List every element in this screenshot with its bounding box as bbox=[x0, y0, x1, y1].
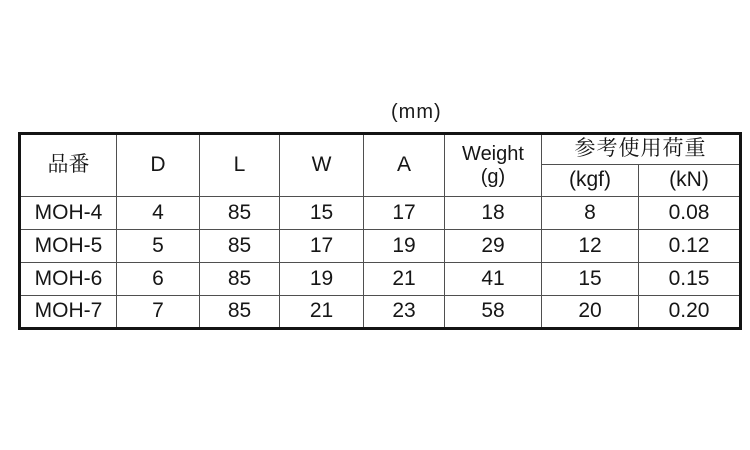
header-row-top bbox=[20, 134, 741, 165]
col-header-weight bbox=[445, 134, 542, 197]
cell-kn: 0.20 bbox=[639, 296, 741, 329]
cell-a: 19 bbox=[364, 230, 445, 263]
cell-w: 17 bbox=[280, 230, 364, 263]
cell-weight: 41 bbox=[445, 263, 542, 296]
cell-w: 15 bbox=[280, 197, 364, 230]
cell-l: 85 bbox=[200, 230, 280, 263]
col-header-w: W bbox=[280, 134, 364, 197]
cell-kgf: 20 bbox=[542, 296, 639, 329]
cell-weight: 29 bbox=[445, 230, 542, 263]
col-header-kgf: (kgf) bbox=[542, 165, 639, 197]
cell-part-no: MOH-4 bbox=[20, 197, 117, 230]
cell-d: 4 bbox=[117, 197, 200, 230]
col-header-part-no: 品番 bbox=[20, 134, 117, 197]
table-row bbox=[20, 263, 741, 296]
col-header-kn: (kN) bbox=[639, 165, 741, 197]
cell-l: 85 bbox=[200, 296, 280, 329]
cell-kgf: 12 bbox=[542, 230, 639, 263]
col-header-a: A bbox=[364, 134, 445, 197]
cell-w: 21 bbox=[280, 296, 364, 329]
cell-l: 85 bbox=[200, 197, 280, 230]
cell-kgf: 8 bbox=[542, 197, 639, 230]
col-header-l: L bbox=[200, 134, 280, 197]
spec-table bbox=[18, 132, 742, 330]
cell-weight: 18 bbox=[445, 197, 542, 230]
cell-kn: 0.12 bbox=[639, 230, 741, 263]
col-header-load-group: 参考使用荷重 bbox=[542, 134, 741, 165]
col-header-d: D bbox=[117, 134, 200, 197]
cell-kn: 0.15 bbox=[639, 263, 741, 296]
unit-label: (mm) bbox=[391, 101, 442, 123]
cell-weight: 58 bbox=[445, 296, 542, 329]
table-row bbox=[20, 296, 741, 329]
cell-l: 85 bbox=[200, 263, 280, 296]
cell-kgf: 15 bbox=[542, 263, 639, 296]
table-row bbox=[20, 230, 741, 263]
cell-w: 19 bbox=[280, 263, 364, 296]
cell-kn: 0.08 bbox=[639, 197, 741, 230]
cell-part-no: MOH-7 bbox=[20, 296, 117, 329]
table-row bbox=[20, 197, 741, 230]
cell-part-no: MOH-6 bbox=[20, 263, 117, 296]
cell-a: 17 bbox=[364, 197, 445, 230]
cell-a: 21 bbox=[364, 263, 445, 296]
cell-part-no: MOH-5 bbox=[20, 230, 117, 263]
col-header-weight-line2: (g) bbox=[480, 165, 506, 188]
cell-d: 5 bbox=[117, 230, 200, 263]
cell-a: 23 bbox=[364, 296, 445, 329]
cell-d: 7 bbox=[117, 296, 200, 329]
cell-d: 6 bbox=[117, 263, 200, 296]
col-header-weight-line1: Weight bbox=[462, 142, 524, 165]
